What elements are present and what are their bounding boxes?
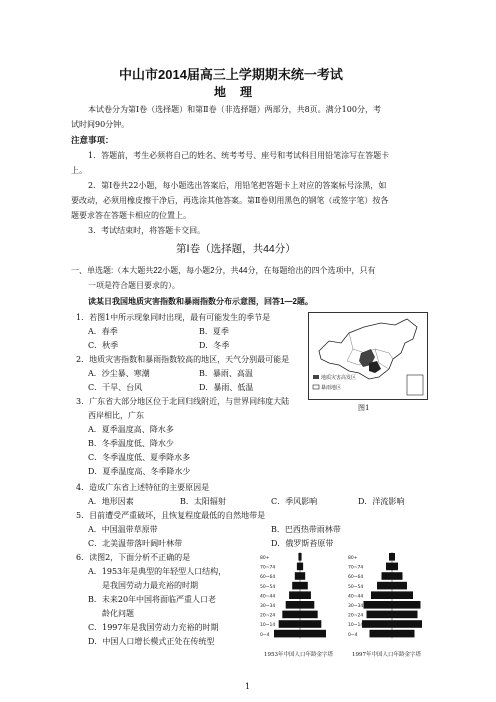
pyramid-1997-bar-female-0 [392,553,395,561]
pyramid-1953-bar-male-4 [289,591,300,599]
pyramid-1953-bar-male-8 [274,630,300,638]
q1-option-d: D．冬季 [199,341,230,350]
note-3: 3．考试结束时，将答题卡交回。 [88,226,206,235]
q6-option-a-1: A．1953年是典型的年轻型人口结构， [88,567,227,576]
page-number: 1 [245,682,251,691]
pyramid-1997-bar-female-7 [392,620,422,628]
figure-2-pyramids [256,548,438,648]
pyramid-1997-age-label-2: 60~64 [348,575,364,581]
q2-option-a: A．沙尘暴、寒潮 [88,369,150,378]
pyramid-1953-bar-male-6 [282,611,300,619]
q3-option-b: B．冬季温度低、降水少 [88,439,174,448]
q5-option-a: A．中国温带草原带 [88,525,158,534]
pyramid-1953-bar-male-1 [297,563,300,571]
pyramid-1997-bar-male-3 [377,582,392,590]
q3-option-c: C．冬季温度低、夏季降水多 [88,453,191,462]
population-pyramids-svg [256,548,438,648]
pyramid-1997-bar-female-1 [392,563,398,571]
pyramid-1997-bar-female-4 [392,591,413,599]
notes-heading: 注意事项： [71,136,114,146]
pyramid-1953-age-label-8: 0~4 [260,632,270,638]
pyramid-1953-age-label-2: 60~64 [260,575,276,581]
q3-stem-2: 西岸相比，广东 [88,411,144,420]
q1-option-b: B．夏季 [199,327,229,336]
q6-option-b-1: B．未来20年中国将面临严重人口老 [88,595,217,604]
pyramid-1953-age-label-7: 10~14 [260,623,276,629]
q1-stem: 1．若图1中所示现象同时出现，最有可能发生的季节是 [76,313,271,322]
q5-stem: 5．目前遭受严重破坏，且恢复程度最低的自然地带是 [76,511,266,520]
pyramid-1953-bar-female-5 [300,601,314,609]
pyramid-1997-bar-male-5 [364,601,393,609]
section1-line-2: 一项是符合题目要求的）。 [88,281,180,290]
pyramid-1997-bar-male-7 [362,620,392,628]
pyramid-1997-bar-male-1 [386,563,392,571]
legend-swatch-2 [313,385,319,389]
pyramid-1997-bar-female-8 [392,630,415,638]
figure-2-right-caption: 1997年中国人口年龄金字塔 [352,652,421,658]
pyramid-1997-age-label-4: 40~44 [348,594,364,600]
pyramid-1997-bar-male-2 [382,572,393,580]
pyramid-1953-bar-male-3 [292,582,300,590]
section1-line-1: 一、单选题:（本大题共22小题，每小题2分，共44分，在每题给出的四个选项中，只有 [71,266,376,275]
note-2a: 2．第Ⅰ卷共22小题，每小题选出答案后，用铅笔把答题卡上对应的答案标号涂黑，如 [88,181,387,190]
pyramid-1953-bar-female-3 [300,582,308,590]
pyramid-1997-bar-male-6 [367,611,393,619]
q5-option-c: C．北美温带落叶阔叶林带 [88,539,183,548]
intro-line-2: 试时间90分钟。 [71,120,130,129]
exam-subject: 地理 [214,85,267,99]
q5-option-d: D．俄罗斯苔原带 [271,539,334,548]
q4-option-d: D．洋流影响 [358,497,405,506]
q6-option-a-2: 是我国劳动力最充裕的时期 [102,581,198,590]
pyramid-1997-age-label-7: 10~14 [348,623,364,629]
china-map-illustration [309,313,427,399]
part1-heading: 第Ⅰ卷（选择题，共44分） [176,243,296,255]
pyramid-1953-age-label-0: 80+ [260,556,270,561]
pyramid-1953-bar-female-4 [300,591,311,599]
pyramid-1997-age-label-3: 50~54 [348,584,364,590]
figure-1-map [308,312,428,400]
pyramid-1997-bar-male-0 [389,553,392,561]
q1-option-a: A．春季 [88,327,118,336]
pyramid-1997-age-label-1: 70~74 [348,565,364,571]
pyramid-1997-bar-male-4 [371,591,392,599]
intro-line-1: 本试卷分为第Ⅰ卷（选择题）和第Ⅱ卷（非选择题）两部分，共8页。满分100分，考 [88,105,381,114]
q4-option-c: C．季风影响 [271,497,318,506]
q6-option-c: C．1997年是我国劳动力充裕的时期 [88,623,219,632]
pyramid-1997-bar-male-8 [370,630,393,638]
note-2c: 题要求答在答题卡相应的位置上。 [71,211,191,220]
pyramid-1953-age-label-6: 20~24 [260,613,276,619]
q1-option-c: C．秋季 [88,341,119,350]
section1-prompt: 读某日我国地质灾害指数和暴雨指数分布示意图，回答1—2题。 [88,297,313,306]
south-china-sea-inset [407,375,423,395]
pyramid-1997-bar-female-2 [392,572,403,580]
note-1b: 上。 [71,166,87,175]
exam-title: 中山市2014届高三上学期期末统一考试 [119,67,343,82]
q4-option-b: B．太阳辐射 [180,497,226,506]
q6-option-b-2: 龄化问题 [102,609,134,618]
pyramid-1953-age-label-3: 50~54 [260,584,276,590]
rainstorm-region [369,361,381,373]
pyramid-1997-bar-female-5 [392,601,421,609]
pyramid-1953-bar-female-6 [300,611,318,619]
pyramid-1997-age-label-5: 30~34 [348,604,364,609]
q6-stem: 6．读图2，下面分析不正确的是 [76,553,191,562]
pyramid-1997-age-label-6: 20~24 [348,613,364,619]
china-outline [319,319,417,379]
note-1a: 1．答题前，考生必须将自己的姓名、统考考号、座号和考试科目用铅笔涂写在答题卡 [88,151,390,160]
pyramid-1953-bar-female-7 [300,620,321,628]
legend-label-2: 暴雨地区 [321,385,342,391]
pyramid-1997-bar-female-6 [392,611,418,619]
pyramid-1953-age-label-1: 70~74 [260,565,276,571]
legend-swatch-1 [313,375,319,379]
pyramid-1953-bar-female-0 [300,553,302,561]
pyramid-1953-bar-male-0 [298,553,300,561]
pyramid-1953-bar-female-8 [300,630,326,638]
q3-option-a: A．夏季温度高、降水多 [88,425,174,434]
figure-2-left-caption: 1953年中国人口年龄金字塔 [264,652,333,658]
q2-option-c: C．干旱、台风 [88,383,143,392]
pyramid-1953-bar-female-2 [300,572,305,580]
q2-stem: 2．地质灾害指数和暴雨指数较高的地区，天气分别最可能是 [76,355,290,364]
pyramid-1953-bar-male-5 [286,601,300,609]
q3-option-d: D．夏季温度高、冬季降水少 [88,467,191,476]
q2-option-b: B．暴雨、高温 [199,369,253,378]
q4-stem: 4．造成广东省上述特征的主要原因是 [76,483,210,492]
q5-option-b: B．巴西热带雨林带 [271,525,341,534]
pyramid-1997-age-label-8: 0~4 [348,632,358,638]
q2-option-d: D．暴雨、低温 [199,383,254,392]
pyramid-1997-age-label-0: 80+ [348,556,358,561]
q4-option-a: A．地形因素 [88,497,134,506]
pyramid-1953-bar-male-2 [295,572,300,580]
figure-1-caption: 图1 [358,404,370,412]
pyramid-1953-age-label-5: 30~34 [260,604,276,609]
legend-label-1: 地质灾害高发区 [321,375,357,381]
pyramid-1953-bar-female-1 [300,563,303,571]
pyramid-1953-bar-male-7 [279,620,300,628]
q3-stem-1: 3．广东省大部分地区位于北回归线附近，与世界同纬度大陆 [76,397,290,406]
pyramid-1953-age-label-4: 40~44 [260,594,276,600]
note-2b: 要改动，必须用橡皮擦干净后，再选涂其他答案。第Ⅱ卷则用黑色的钢笔（或签字笔）按各 [71,196,389,205]
pyramid-1997-bar-female-3 [392,582,407,590]
q6-option-d: D．中国人口增长模式正处在传统型 [88,637,215,646]
